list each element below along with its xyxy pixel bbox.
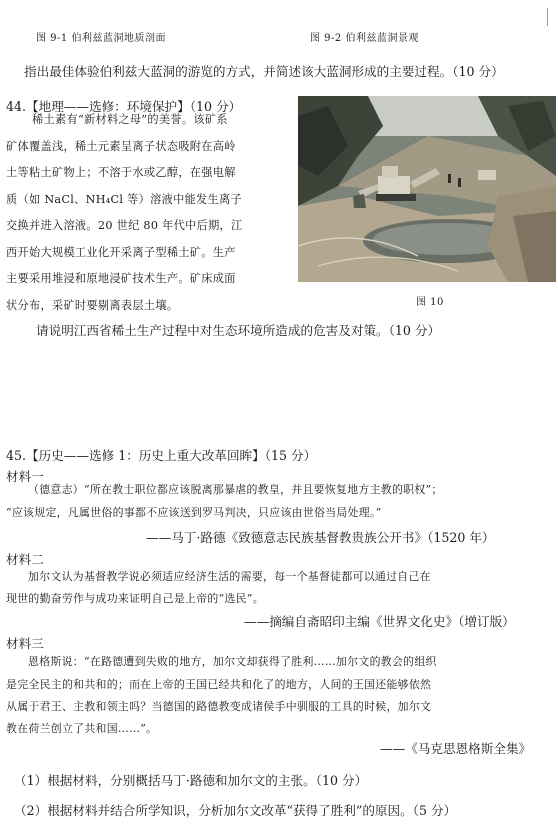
material-1-line: “应该规定，凡属世俗的事都不应该送到罗马判决，只应该由世俗当局处理。” <box>6 506 382 519</box>
material-3-source: ——《马克思恩格斯全集》 <box>380 741 532 756</box>
q44-line: 主要采用堆浸和原地浸矿技术生产。矿床成面 <box>6 272 236 285</box>
rare-earth-mining-photo <box>298 96 556 282</box>
q44-title: 44.【地理——选修：环境保护】（10 分） <box>6 99 242 114</box>
q44-line: 交换并进入溶液。20 世纪 80 年代中后期，江 <box>6 219 243 232</box>
q45-subquestion-1: （1）根据材料，分别概括马丁·路德和加尔文的主张。（10 分） <box>14 773 368 788</box>
q44-line: 土等粘土矿物上；不溶于水或乙醇，在强电解 <box>6 166 236 179</box>
material-2-label: 材料二 <box>6 552 44 567</box>
material-2-line: 现世的勤奋劳作与成功来证明自己是上帝的“选民”。 <box>6 592 264 605</box>
material-3-line: 教在荷兰创立了共和国……”。 <box>6 722 158 735</box>
q44-line: 稀土素有“新材料之母”的美誉。该矿系 <box>32 113 228 126</box>
material-3-label: 材料三 <box>6 636 44 651</box>
material-2-line: 加尔文认为基督教学说必须适应经济生活的需要，每一个基督徒都可以通过自己在 <box>28 570 431 583</box>
material-1-source: ——马丁·路德《致德意志民族基督教贵族公开书》（1520 年） <box>146 530 495 545</box>
corner-mark <box>547 8 548 26</box>
q45-title: 45.【历史——选修 1：历史上重大改革回眸】（15 分） <box>6 448 317 463</box>
material-3-line: 是完全民主的和共和的；而在上帝的王国已经共和化了的地方，人间的王国还能够依然 <box>6 678 432 691</box>
q44-line: 西开始大规模工业化开采离子型稀土矿。生产 <box>6 245 236 259</box>
q45-subquestion-2: （2）根据材料并结合所学知识，分析加尔文改革“获得了胜利”的原因。（5 分） <box>14 803 457 818</box>
q44-line: 矿体覆盖浅，稀土元素呈离子状态吸附在高岭 <box>6 139 236 153</box>
material-3-line: 恩格斯说：“在路德遭到失败的地方，加尔文却获得了胜利……加尔文的教会的组织 <box>28 655 437 668</box>
material-3-line: 从属于君王、主教和领主吗？当德国的路德教变成诸侯手中驯服的工具的时候，加尔文 <box>6 700 432 713</box>
q44-line: 状分布，采矿时要剔离表层土壤。 <box>6 298 179 312</box>
q43-prompt: 指出最佳体验伯利兹大蓝洞的游览的方式，并简述该大蓝洞形成的主要过程。（10 分） <box>24 64 504 79</box>
material-1-line: （德意志）“所在教士职位都应该脱离那暴虐的教皇，并且要恢复地方主教的职权”； <box>28 483 443 496</box>
figure-9-1-caption: 图 9-1 伯利兹蓝洞地质剖面 <box>36 33 166 44</box>
figure-10-caption: 图 10 <box>416 297 444 308</box>
material-2-source: ——摘编自斋昭印主编《世界文化史》（增订版） <box>244 614 515 629</box>
mining-scene-image <box>298 96 556 282</box>
figure-9-2-caption: 图 9-2 伯利兹蓝洞景观 <box>310 33 419 44</box>
q44-paragraph <box>6 107 296 319</box>
material-1-label: 材料一 <box>6 469 44 484</box>
q44-prompt: 请说明江西省稀土生产过程中对生态环境所造成的危害及对策。（10 分） <box>36 323 441 338</box>
q44-line: 质（如 NaCl、NH₄Cl 等）溶液中能发生离子 <box>6 192 243 206</box>
